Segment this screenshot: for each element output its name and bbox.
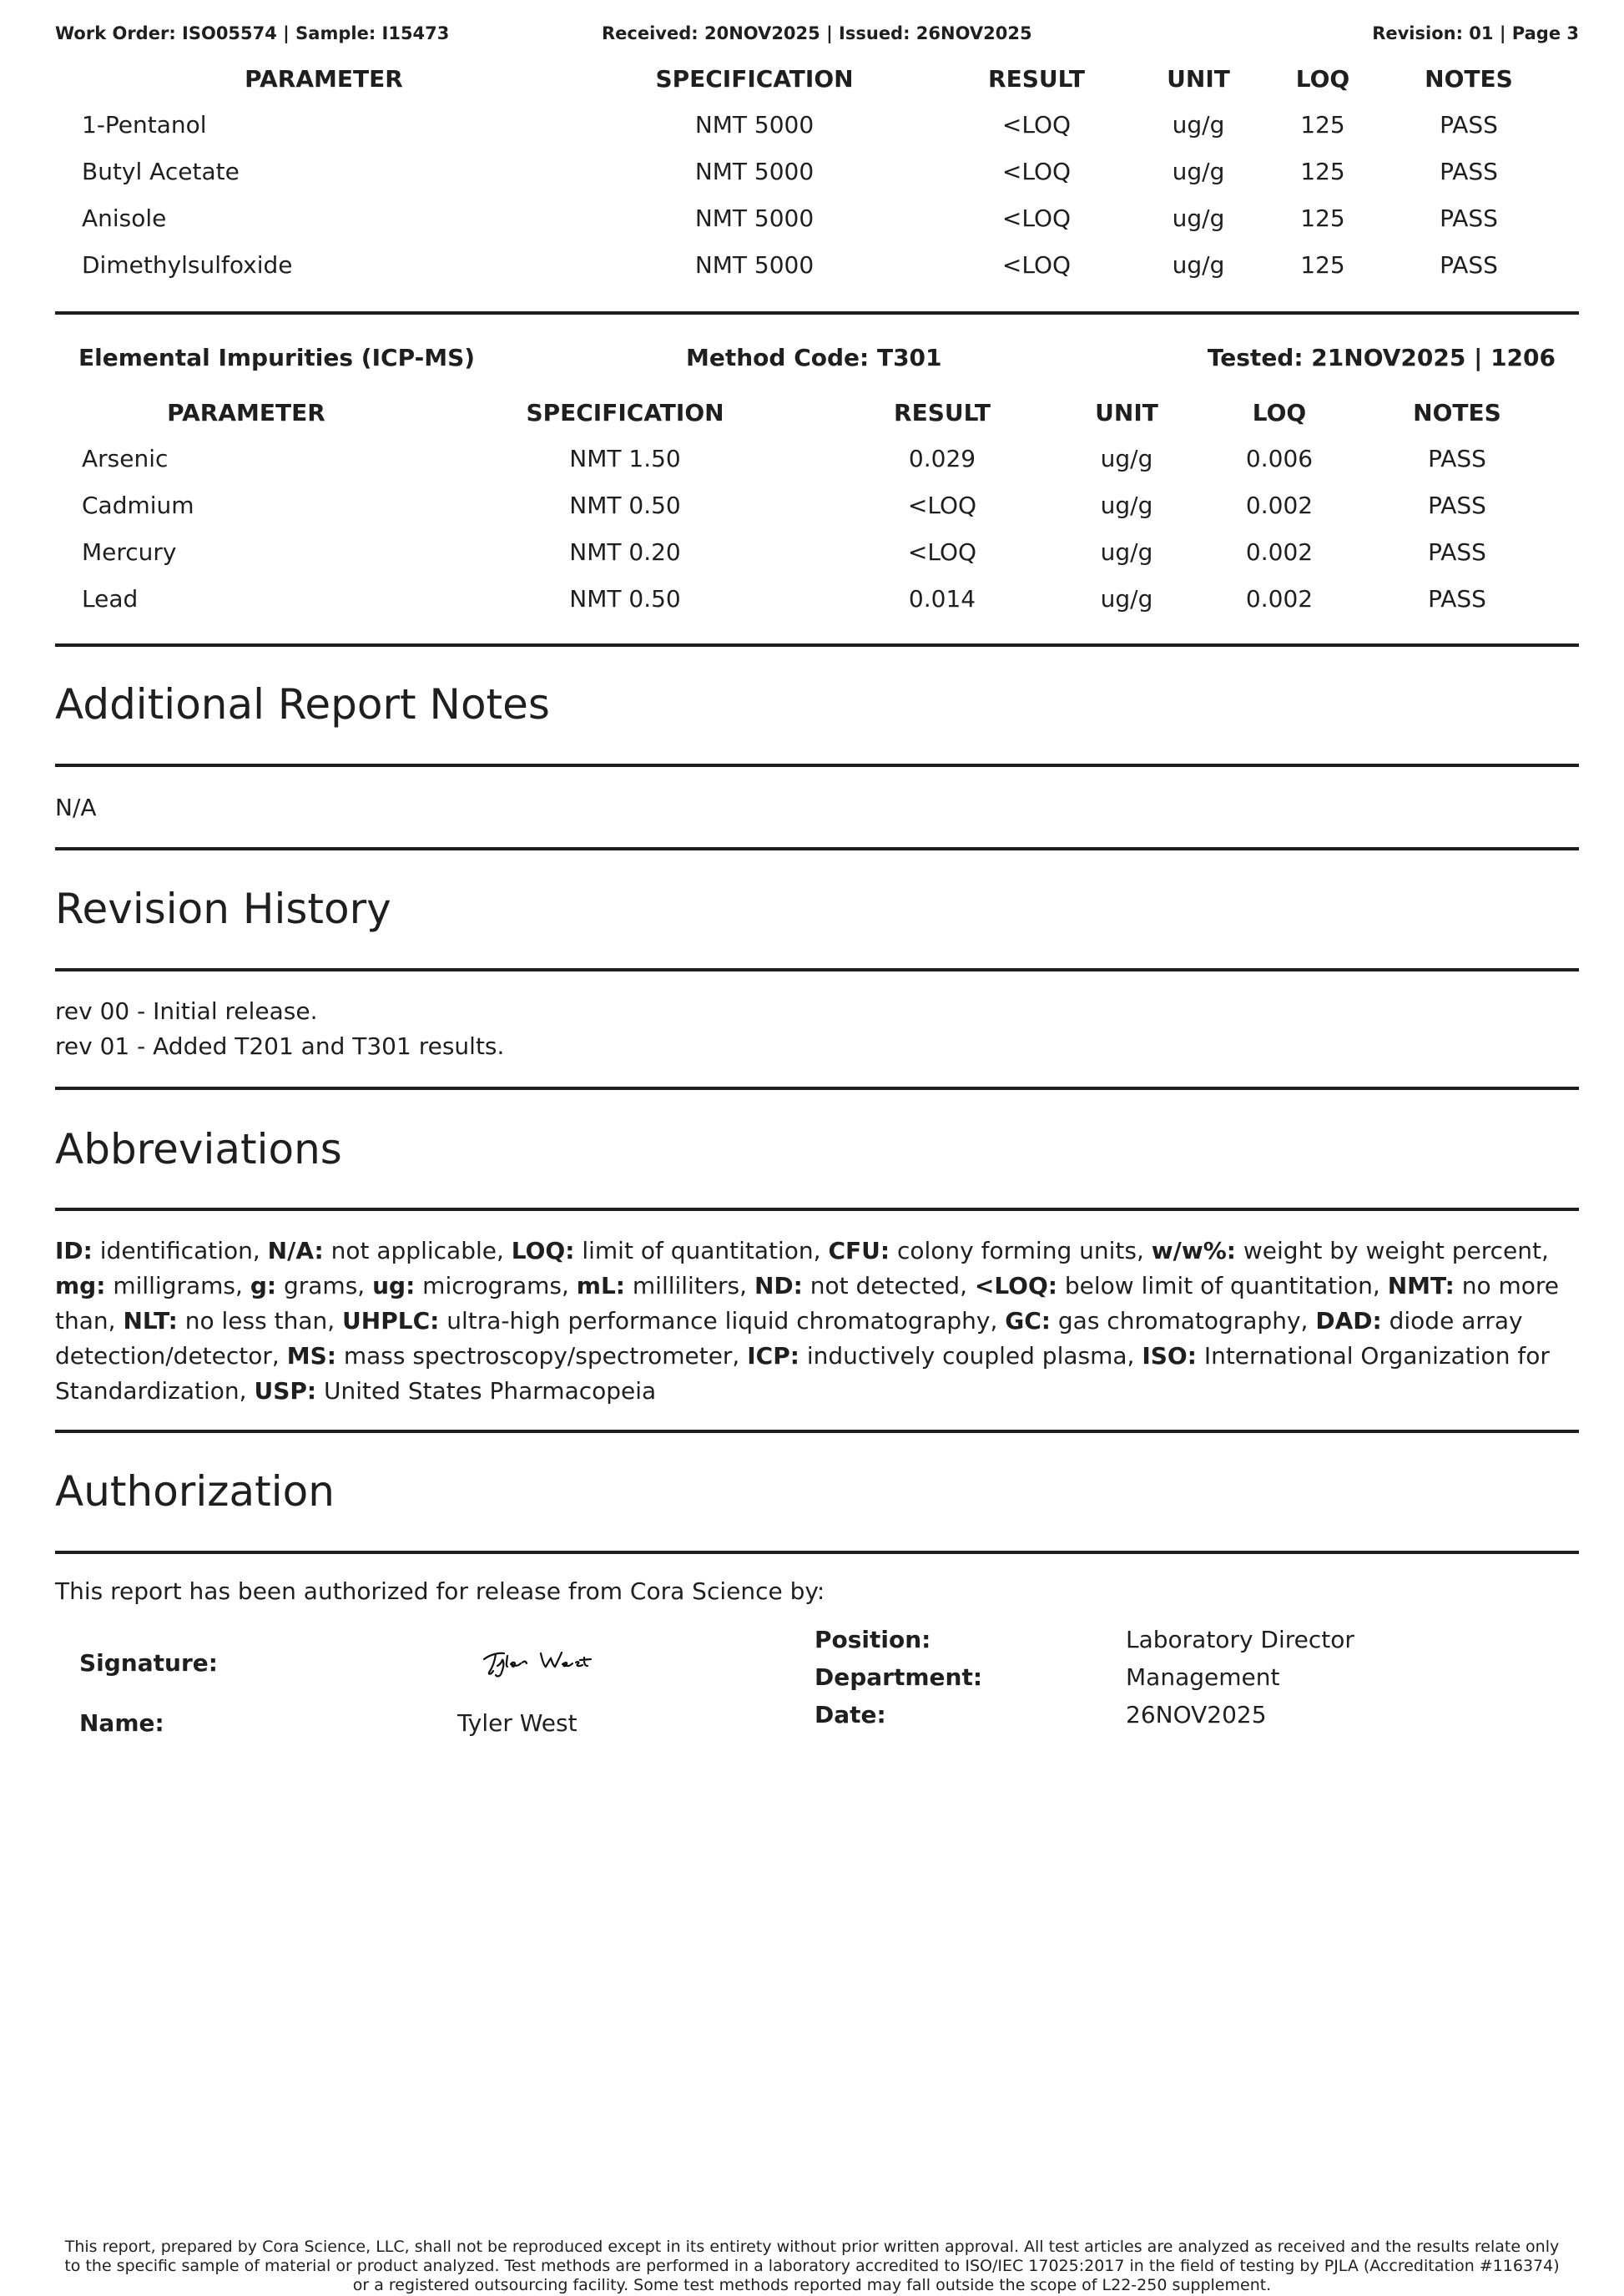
table-cell: Dimethylsulfoxide — [82, 251, 293, 279]
divider — [55, 764, 1579, 767]
divider — [55, 847, 1579, 850]
abbreviation-definition: milligrams, — [105, 1272, 250, 1299]
divider — [55, 643, 1579, 647]
divider — [55, 968, 1579, 971]
position-value: Laboratory Director — [1126, 1626, 1354, 1653]
footer-line: to the specific sample of material or product analyzed. Test methods are performed in a laboratory accredited to ISO/IEC 17025:2017 in the field of testing by PJLA (Accreditation #116374) — [64, 2257, 1560, 2275]
abbreviation-term: MS: — [286, 1342, 336, 1370]
table-cell: 0.029 — [908, 445, 976, 472]
abbreviation-term: ISO: — [1142, 1342, 1197, 1370]
table-row — [55, 204, 1579, 238]
method-code: Method Code: T301 — [686, 344, 942, 371]
abbreviation-term: N/A: — [267, 1237, 324, 1264]
footer-line: or a registered outsourcing facility. Some test methods reported may fall outside the scope of L22-250 supplement. — [352, 2276, 1272, 2294]
revision-page: Revision: 01 | Page 3 — [1372, 23, 1579, 43]
abbreviation-definition: International Organization for Standardization, — [55, 1342, 1550, 1405]
table-cell: ug/g — [1100, 585, 1153, 613]
work-order: Work Order: ISO05574 | Sample: I15473 — [55, 23, 450, 43]
abbreviation-definition: limit of quantitation, — [574, 1237, 829, 1264]
table-cell: ug/g — [1100, 445, 1153, 472]
table-cell: <LOQ — [1001, 111, 1072, 139]
table-cell: Mercury — [82, 538, 177, 566]
abbreviation-term: USP: — [254, 1377, 317, 1405]
column-header: PARAMETER — [167, 399, 325, 426]
elemental-section-header — [55, 344, 1579, 374]
notes-heading: Additional Report Notes — [55, 680, 550, 729]
abbreviation-definition: mass spectroscopy/spectrometer, — [335, 1342, 748, 1370]
abbreviations-text — [55, 1234, 1579, 1409]
abbreviation-term: NMT: — [1387, 1272, 1455, 1299]
divider — [55, 1208, 1579, 1211]
table-cell: PASS — [1440, 204, 1498, 232]
abbreviation-term: ND: — [754, 1272, 803, 1299]
abbreviation-term: <LOQ: — [974, 1272, 1057, 1299]
table-cell: Butyl Acetate — [82, 158, 240, 185]
table-cell: PASS — [1428, 538, 1486, 566]
table-cell: PASS — [1428, 492, 1486, 519]
notes-text: N/A — [55, 794, 97, 821]
abbreviation-definition: milliliters, — [624, 1272, 754, 1299]
name-label: Name: — [79, 1709, 164, 1737]
table-cell: NMT 5000 — [694, 251, 815, 279]
revision-line: rev 00 - Initial release. — [55, 997, 318, 1025]
revision-line: rev 01 - Added T201 and T301 results. — [55, 1032, 505, 1060]
divider — [55, 311, 1579, 315]
abbreviation-definition: inductively coupled plasma, — [799, 1342, 1142, 1370]
abbreviation-term: LOQ: — [511, 1237, 575, 1264]
table-row — [55, 251, 1579, 285]
table-cell: <LOQ — [1001, 158, 1072, 185]
column-header: UNIT — [1095, 399, 1158, 426]
abbreviation-term: CFU: — [828, 1237, 890, 1264]
divider — [55, 1087, 1579, 1090]
table-cell: PASS — [1440, 111, 1498, 139]
abbreviation-term: ug: — [372, 1272, 416, 1299]
abbreviation-definition: micrograms, — [415, 1272, 577, 1299]
column-header: NOTES — [1413, 399, 1501, 426]
abbreviation-definition: no less than, — [177, 1307, 343, 1335]
tested-date: Tested: 21NOV2025 | 1206 — [1207, 344, 1556, 371]
table-cell: NMT 1.50 — [569, 445, 681, 472]
abbreviation-definition: no more than, — [55, 1272, 1560, 1335]
abbreviation-definition: grams, — [276, 1272, 373, 1299]
abbreviation-definition: United States Pharmacopeia — [316, 1377, 657, 1405]
table-cell: <LOQ — [907, 492, 977, 519]
column-header: RESULT — [988, 65, 1085, 93]
table-cell: NMT 5000 — [694, 158, 815, 185]
table-cell: ug/g — [1100, 538, 1153, 566]
table-cell: 0.006 — [1245, 445, 1314, 472]
abbreviation-definition: below limit of quantitation, — [1057, 1272, 1388, 1299]
abbreviation-definition: identification, — [92, 1237, 268, 1264]
table-cell: 0.002 — [1245, 492, 1314, 519]
divider — [55, 1430, 1579, 1433]
table-row — [55, 111, 1579, 144]
table-cell: NMT 5000 — [694, 111, 815, 139]
table-cell: 125 — [1300, 204, 1345, 232]
table-cell: Anisole — [82, 204, 167, 232]
table-cell: NMT 0.50 — [569, 585, 681, 613]
abbreviations-heading: Abbreviations — [55, 1125, 342, 1173]
column-header: LOQ — [1295, 65, 1350, 93]
table-cell: <LOQ — [1001, 251, 1072, 279]
elemental-title: Elemental Impurities (ICP-MS) — [78, 344, 476, 371]
table-cell: 125 — [1300, 111, 1345, 139]
abbreviation-term: DAD: — [1315, 1307, 1382, 1335]
date-label: Date: — [815, 1701, 886, 1728]
column-header: SPECIFICATION — [526, 399, 724, 426]
abbreviation-term: ID: — [55, 1237, 93, 1264]
abbreviation-term: NLT: — [123, 1307, 178, 1335]
abbreviation-term: GC: — [1005, 1307, 1051, 1335]
table-row — [55, 158, 1579, 191]
table-cell: Lead — [82, 585, 139, 613]
table-cell: 0.014 — [908, 585, 976, 613]
authorization-intro: This report has been authorized for release from Cora Science by: — [55, 1577, 825, 1605]
legal-footer — [50, 2238, 1574, 2295]
table-header-row — [55, 65, 1579, 98]
table-cell: PASS — [1428, 445, 1486, 472]
table-cell: ug/g — [1100, 492, 1153, 519]
table-cell: Cadmium — [82, 492, 194, 519]
column-header: UNIT — [1167, 65, 1230, 93]
abbreviation-definition: not applicable, — [323, 1237, 512, 1264]
abbreviation-definition: weight by weight percent, — [1236, 1237, 1549, 1264]
table-cell: 125 — [1300, 158, 1345, 185]
table-cell: PASS — [1428, 585, 1486, 613]
divider — [55, 1551, 1579, 1554]
column-header: SPECIFICATION — [655, 65, 854, 93]
received-issued: Received: 20NOV2025 | Issued: 26NOV2025 — [602, 23, 1032, 43]
abbreviation-definition: ultra-high performance liquid chromatography, — [439, 1307, 1006, 1335]
table-row — [55, 538, 1579, 572]
abbreviation-term: mL: — [576, 1272, 625, 1299]
table-cell: NMT 0.50 — [569, 492, 681, 519]
table-cell: 0.002 — [1245, 538, 1314, 566]
revision-heading: Revision History — [55, 885, 391, 933]
table-row — [55, 492, 1579, 525]
table-header-row — [55, 399, 1579, 432]
table-cell: Arsenic — [82, 445, 169, 472]
department-label: Department: — [815, 1663, 983, 1691]
table-cell: ug/g — [1172, 251, 1225, 279]
table-cell: NMT 5000 — [694, 204, 815, 232]
table-cell: NMT 0.20 — [569, 538, 681, 566]
abbreviation-definition: not detected, — [802, 1272, 975, 1299]
table-row — [55, 445, 1579, 478]
abbreviation-definition: diode array detection/detector, — [55, 1307, 1523, 1370]
table-cell: 1-Pentanol — [82, 111, 207, 139]
table-cell: <LOQ — [907, 538, 977, 566]
name-value: Tyler West — [457, 1709, 577, 1737]
table-cell: 125 — [1300, 251, 1345, 279]
column-header: PARAMETER — [245, 65, 403, 93]
authorization-heading: Authorization — [55, 1467, 335, 1516]
column-header: RESULT — [894, 399, 991, 426]
table-cell: 0.002 — [1245, 585, 1314, 613]
date-value: 26NOV2025 — [1126, 1701, 1267, 1728]
column-header: NOTES — [1425, 65, 1513, 93]
table-cell: ug/g — [1172, 158, 1225, 185]
department-value: Management — [1126, 1663, 1280, 1691]
abbreviation-term: UHPLC: — [342, 1307, 440, 1335]
table-cell: <LOQ — [1001, 204, 1072, 232]
abbreviation-term: ICP: — [747, 1342, 799, 1370]
table-cell: ug/g — [1172, 204, 1225, 232]
abbreviation-term: g: — [250, 1272, 277, 1299]
table-cell: PASS — [1440, 251, 1498, 279]
report-header — [55, 23, 1579, 45]
position-label: Position: — [815, 1626, 931, 1653]
abbreviation-term: mg: — [55, 1272, 106, 1299]
table-cell: ug/g — [1172, 111, 1225, 139]
table-cell: PASS — [1440, 158, 1498, 185]
table-row — [55, 585, 1579, 618]
signature-label: Signature: — [79, 1649, 218, 1677]
abbreviation-definition: colony forming units, — [890, 1237, 1152, 1264]
abbreviation-definition: gas chromatography, — [1050, 1307, 1316, 1335]
column-header: LOQ — [1252, 399, 1307, 426]
abbreviation-term: w/w%: — [1151, 1237, 1236, 1264]
footer-line: This report, prepared by Cora Science, LLC, shall not be reproduced except in its entirety without prior written approval. All test articles are analyzed as received and the results relate only — [64, 2238, 1560, 2256]
signature-image — [479, 1641, 599, 1681]
